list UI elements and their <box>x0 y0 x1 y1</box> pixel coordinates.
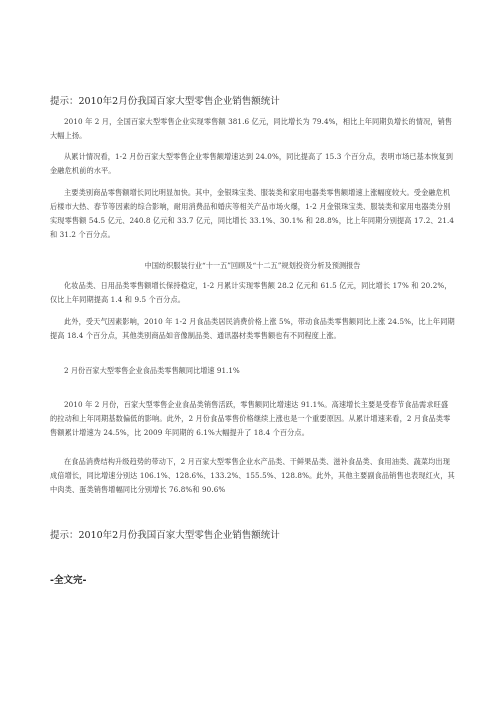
paragraph-1: 2010 年 2 月，全国百家大型零售企业实现零售额 381.6 亿元，同比增长为 79.4%，相比上年同期负增长的情况，销售大幅上扬。 <box>50 117 453 140</box>
paragraph-2: 从累计情况看，1-2 月份百家大型零售企业零售额增速达到 24.0%，同比提高了 15.3 个百分点，表明市场已基本恢复到金融危机前的水平。 <box>50 152 454 175</box>
paragraph-3: 主要类别商品零售额增长同比明显加快。其中，金银珠宝类、服装类和家用电器类零售额增速上涨幅度较大。受金融危机后楼市大热、春节等因素的综合影响，耐用消费品和婚庆等相关产品市场火爆，1-2 月金银珠宝类、服装类和家用电器类分别实现零售额 54.5 亿元、240.8 亿元和 33.7 亿元，同比增长 33.1%、30.1% 和 28.8%，比上年同期分别提高 17.2、21.4 和 31.2 个百分点。 <box>50 188 455 239</box>
paragraph-6: 2010 年 2 月份，百家大型零售企业食品类销售活跃，零售额同比增速达 91.1%。高速增长主要是受春节食品需求旺盛的拉动和上年同期基数偏低的影响。此外，2 月份食品零售价格继续上涨也是一个重要原因。从累计增速来看，2 月食品类零售额累计增速为 24.5%，比 2009 年同期的 6.1%大幅提升了 18.4 个百分点。 <box>50 400 451 437</box>
end-of-document-mark: -全文完- <box>50 575 87 586</box>
paragraph-4: 化妆品类、日用品类零售额增长保持稳定，1-2 月累计实现零售额 28.2 亿元和 61.5 亿元，同比增长 17% 和 20.2%，仅比上年同期提高 1.4 和 9.5 个百分点。 <box>50 281 452 304</box>
section-subtitle: 2 月份百家大型零售企业食品类零售额同比增速 91.1% <box>64 366 240 375</box>
report-title: 中国纺织服装行业“十一五”回顾及“十二五”规划投资分析及预测报告 <box>144 261 361 270</box>
paragraph-5: 此外，受天气因素影响，2010 年 1-2 月食品类居民消费价格上涨 5%，带动食品类零售额同比上涨 24.5%，比上年同期提高 18.4 个百分点，其他类别商品如音像制品类、通讯器材类零售额也有不同程度上涨。 <box>50 317 455 340</box>
section-heading: 提示：2010年2月份我国百家大型零售企业销售额统计 <box>50 96 280 107</box>
paragraph-7: 在食品消费结构升级趋势的带动下，2 月百家大型零售企业水产品类、干鲜果品类、滋补食品类、食用油类、蔬菜均出现成倍增长，同比增速分别达 106.1%、128.6%、133.2%、155.5%、128.8%。此外，其他主要副食品销售也表现红火，其中肉类、蛋类销售增幅同比分别增长 76.8%和 90.6% <box>50 457 455 494</box>
closing-heading: 提示：2010年2月份我国百家大型零售企业销售额统计 <box>50 530 280 541</box>
